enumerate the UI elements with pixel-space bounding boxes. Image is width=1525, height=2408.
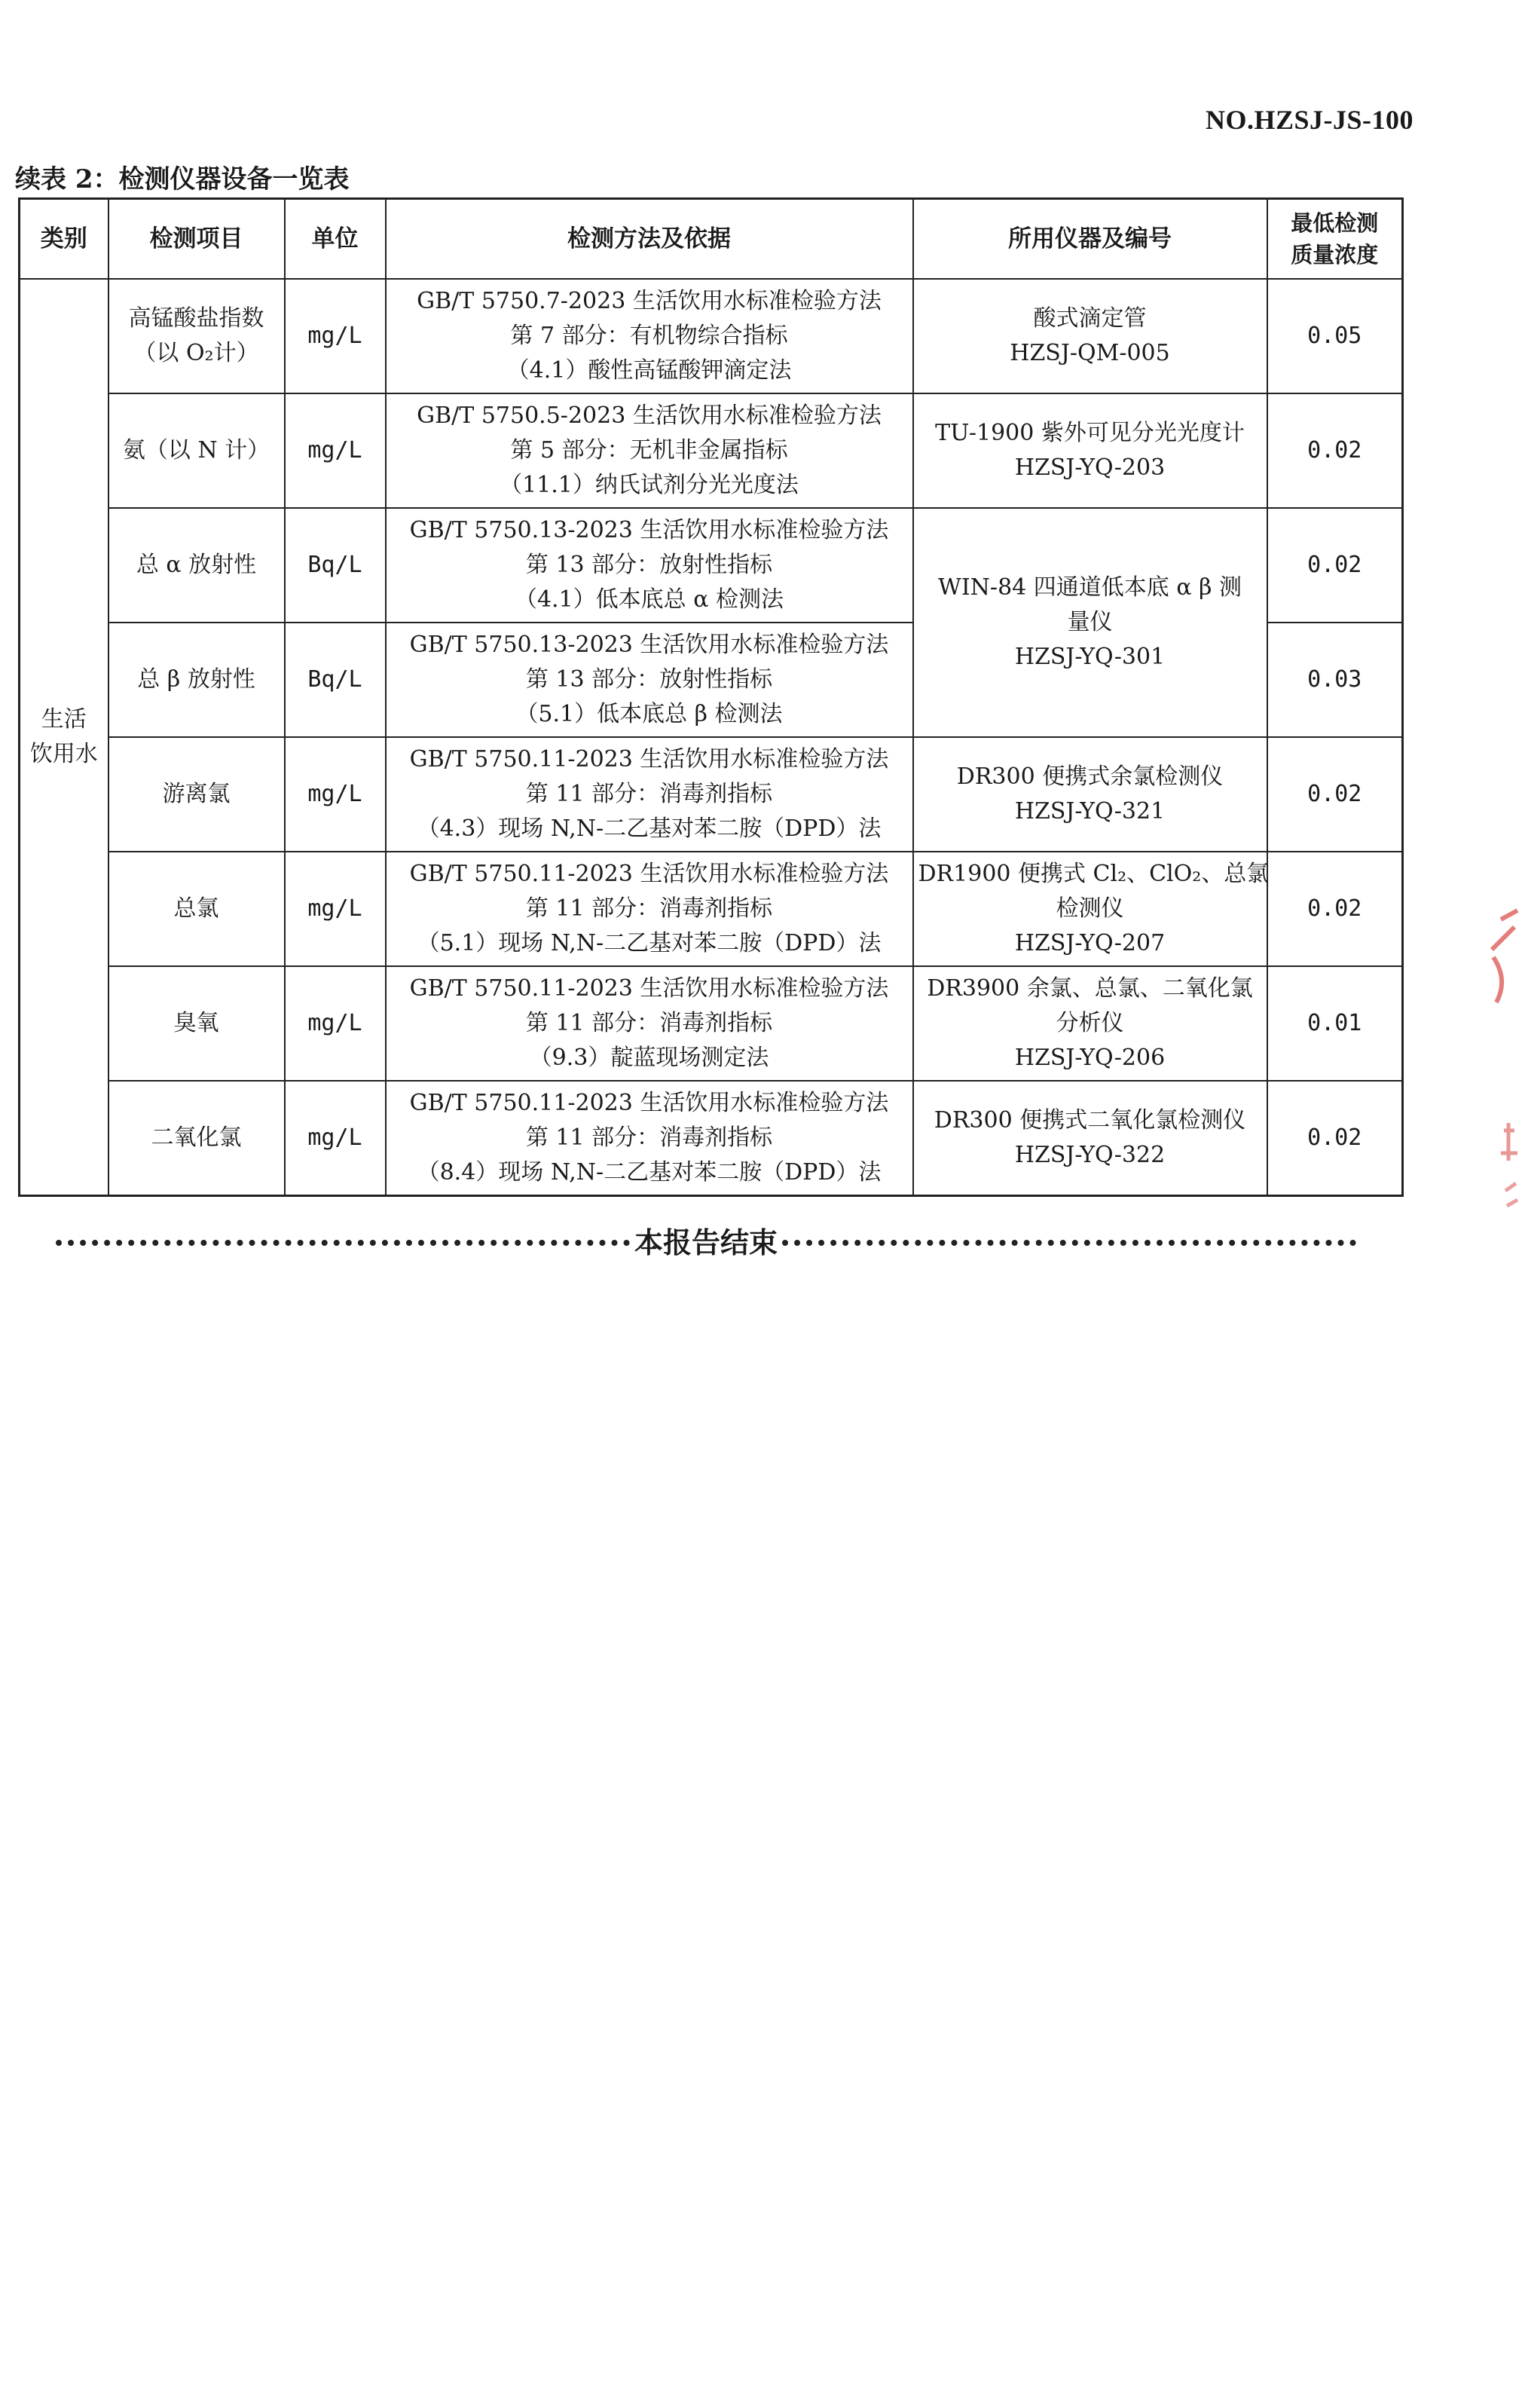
instrument-cell: DR300 便携式余氯检测仪 HZSJ-YQ-321	[913, 737, 1267, 852]
table-row	[20, 966, 1403, 1081]
item-cell: 游离氯	[108, 737, 285, 852]
item-cell: 总氯	[108, 852, 285, 966]
header-category: 类别	[20, 199, 108, 280]
unit-cell: mg/L	[285, 852, 386, 966]
table-header-row	[20, 199, 1403, 280]
method-cell: GB/T 5750.5-2023 生活饮用水标准检验方法 第 5 部分：无机非金属指标 （11.1）纳氏试剂分光光度法	[386, 393, 913, 508]
table-row	[20, 737, 1403, 852]
equipment-table	[18, 197, 1404, 1197]
unit-cell: mg/L	[285, 966, 386, 1081]
method-cell: GB/T 5750.13-2023 生活饮用水标准检验方法 第 13 部分：放射性指标 （4.1）低本底总 α 检测法	[386, 508, 913, 623]
unit-cell: Bq/L	[285, 623, 386, 737]
item-cell: 高锰酸盐指数 （以 O₂计）	[108, 279, 285, 393]
limit-cell: 0.02	[1267, 393, 1403, 508]
header-detection-limit: 最低检测 质量浓度	[1267, 199, 1403, 280]
unit-cell: mg/L	[285, 737, 386, 852]
method-cell: GB/T 5750.7-2023 生活饮用水标准检验方法 第 7 部分：有机物综合指标 （4.1）酸性高锰酸钾滴定法	[386, 279, 913, 393]
item-cell: 总 β 放射性	[108, 623, 285, 737]
item-cell: 总 α 放射性	[108, 508, 285, 623]
stamp-edge-mark	[1471, 904, 1525, 1221]
table-row	[20, 393, 1403, 508]
limit-cell: 0.02	[1267, 1081, 1403, 1195]
method-cell: GB/T 5750.11-2023 生活饮用水标准检验方法 第 11 部分：消毒剂指标 （4.3）现场 N,N-二乙基对苯二胺（DPD）法	[386, 737, 913, 852]
item-cell: 氨（以 N 计）	[108, 393, 285, 508]
unit-cell: mg/L	[285, 1081, 386, 1195]
method-cell: GB/T 5750.11-2023 生活饮用水标准检验方法 第 11 部分：消毒剂指标 （8.4）现场 N,N-二乙基对苯二胺（DPD）法	[386, 1081, 913, 1195]
category-cell: 生活 饮用水	[20, 279, 108, 1195]
document-number: NO.HZSJ-JS-100	[1206, 105, 1414, 135]
method-cell: GB/T 5750.11-2023 生活饮用水标准检验方法 第 11 部分：消毒剂指标 （5.1）现场 N,N-二乙基对苯二胺（DPD）法	[386, 852, 913, 966]
limit-cell: 0.02	[1267, 852, 1403, 966]
table-title: 续表 2：检测仪器设备一览表	[15, 164, 350, 194]
instrument-cell: WIN-84 四通道低本底 α β 测 量仪 HZSJ-YQ-301	[913, 508, 1267, 737]
header-unit: 单位	[285, 199, 386, 280]
limit-cell: 0.02	[1267, 508, 1403, 623]
instrument-cell: TU-1900 紫外可见分光光度计 HZSJ-YQ-203	[913, 393, 1267, 508]
instrument-cell: 酸式滴定管 HZSJ-QM-005	[913, 279, 1267, 393]
limit-cell: 0.02	[1267, 737, 1403, 852]
instrument-cell: DR1900 便携式 Cl₂、ClO₂、总氯 检测仪 HZSJ-YQ-207	[913, 852, 1267, 966]
table-row	[20, 508, 1403, 623]
header-method: 检测方法及依据	[386, 199, 913, 280]
limit-cell: 0.05	[1267, 279, 1403, 393]
unit-cell: mg/L	[285, 279, 386, 393]
dotted-leader-left	[56, 1240, 630, 1246]
instrument-cell: DR3900 余氯、总氯、二氧化氯 分析仪 HZSJ-YQ-206	[913, 966, 1267, 1081]
header-instrument: 所用仪器及编号	[913, 199, 1267, 280]
report-end-line	[56, 1219, 1356, 1261]
limit-cell: 0.01	[1267, 966, 1403, 1081]
limit-cell: 0.03	[1267, 623, 1403, 737]
header-item: 检测项目	[108, 199, 285, 280]
dotted-leader-right	[782, 1240, 1356, 1246]
table-row	[20, 852, 1403, 966]
table-row	[20, 279, 1403, 393]
report-end-text: 本报告结束	[634, 1225, 778, 1259]
method-cell: GB/T 5750.11-2023 生活饮用水标准检验方法 第 11 部分：消毒剂指标 （9.3）靛蓝现场测定法	[386, 966, 913, 1081]
instrument-cell: DR300 便携式二氧化氯检测仪 HZSJ-YQ-322	[913, 1081, 1267, 1195]
item-cell: 二氧化氯	[108, 1081, 285, 1195]
table-row	[20, 1081, 1403, 1195]
method-cell: GB/T 5750.13-2023 生活饮用水标准检验方法 第 13 部分：放射性指标 （5.1）低本底总 β 检测法	[386, 623, 913, 737]
unit-cell: Bq/L	[285, 508, 386, 623]
item-cell: 臭氧	[108, 966, 285, 1081]
unit-cell: mg/L	[285, 393, 386, 508]
